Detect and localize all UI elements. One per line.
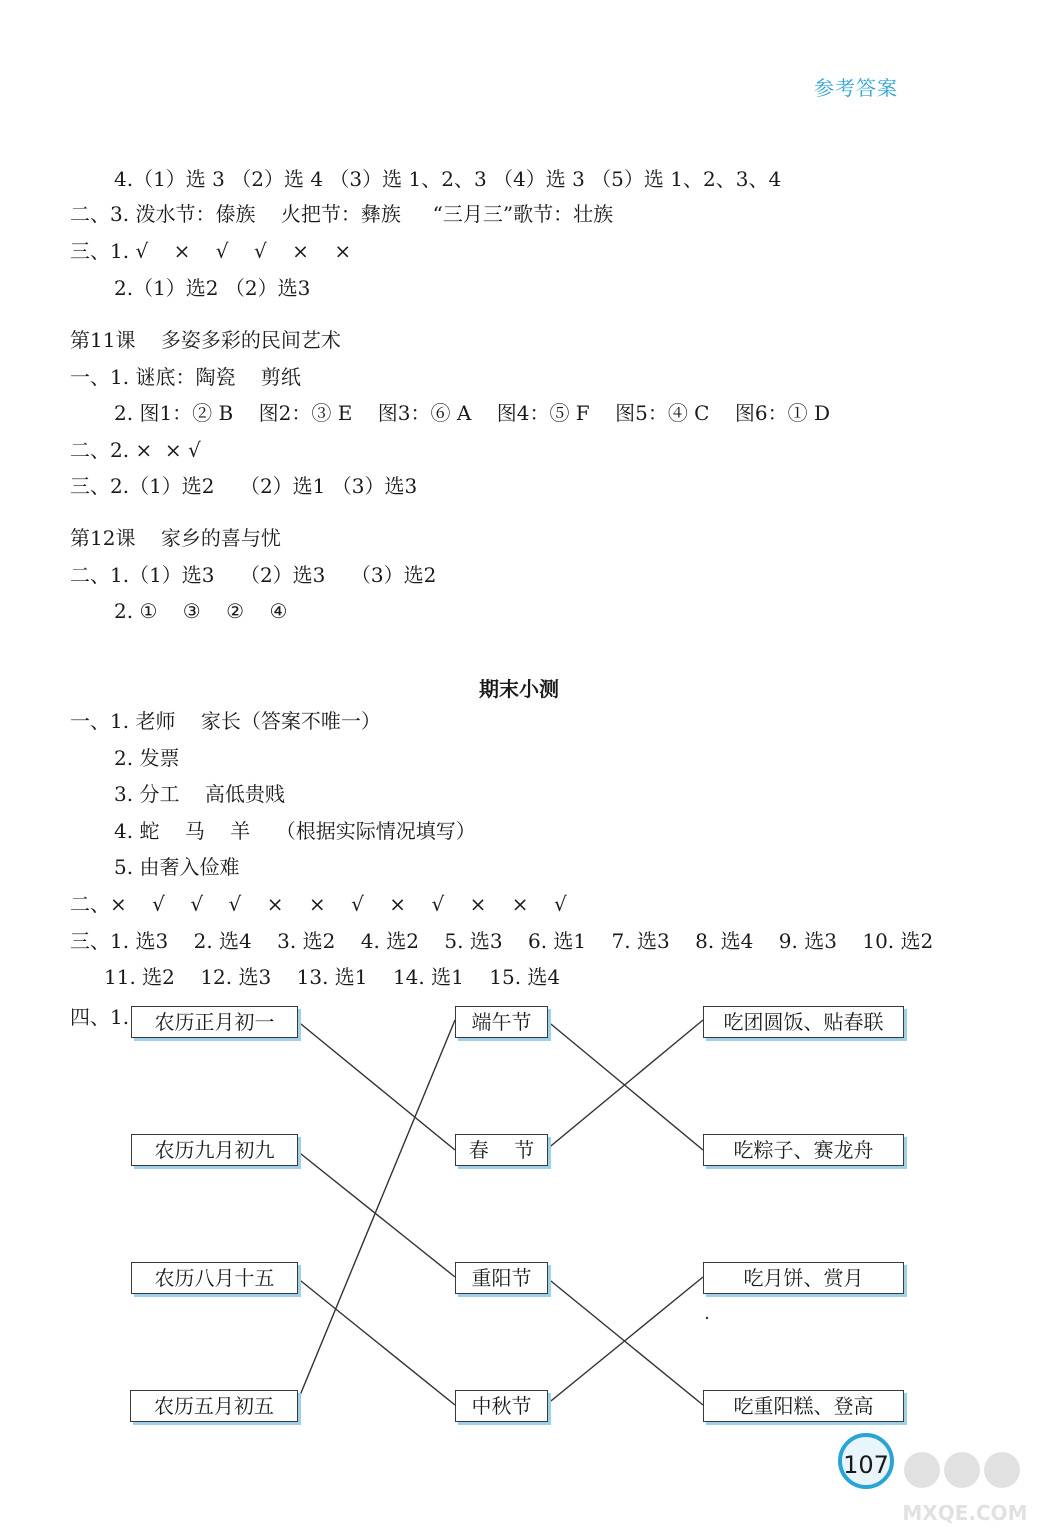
link-line <box>546 1020 703 1150</box>
answer-line: 三、2.（1）选2 （2）选1 （3）选3 <box>70 474 418 498</box>
custom-box: 吃月饼、赏月 <box>703 1262 904 1294</box>
answer-line: 2. ① ③ ② ④ <box>114 599 288 623</box>
date-box: 农历八月十五 <box>131 1262 298 1294</box>
header-tag: 参考答案 <box>814 76 898 100</box>
link-line <box>296 1277 455 1405</box>
matching-label: 四、1. <box>70 1005 130 1029</box>
link-line <box>546 1020 703 1150</box>
answer-line: 二、1.（1）选3 （2）选3 （3）选2 <box>70 563 437 587</box>
festival-box: 中秋节 <box>455 1390 548 1422</box>
svg-text:MXQE.COM: MXQE.COM <box>902 1501 1028 1525</box>
answer-line: 4.（1）选 3 （2）选 4 （3）选 1、2、3 （4）选 3 （5）选 1、2、3、4 <box>114 167 782 191</box>
custom-box: 吃粽子、赛龙舟 <box>703 1134 904 1166</box>
link-line <box>296 1020 455 1150</box>
stray-dot <box>706 1317 708 1319</box>
answer-line: 11. 选2 12. 选3 13. 选1 14. 选1 15. 选4 <box>104 965 561 989</box>
answer-line: 二、3. 泼水节：傣族 火把节：彝族 “三月三”歌节：壮族 <box>70 202 614 226</box>
custom-box: 吃团圆饭、贴春联 <box>703 1006 904 1038</box>
answer-line: 5. 由奢入俭难 <box>114 855 240 879</box>
festival-box: 端午节 <box>455 1006 548 1038</box>
page-number: 107 <box>838 1433 894 1489</box>
link-line <box>546 1277 703 1405</box>
link-line <box>296 1020 455 1405</box>
link-line <box>546 1277 703 1405</box>
answer-line: 一、1. 老师 家长（答案不唯一） <box>70 709 381 733</box>
date-box: 农历正月初一 <box>131 1006 298 1038</box>
section-title: 期末小测 <box>479 677 559 701</box>
answer-line: 2.（1）选2 （2）选3 <box>114 276 311 300</box>
answer-line: 三、1. √ × √ √ × × <box>70 239 352 263</box>
answer-line: 2. 图1：② B 图2：③ E 图3：⑥ A 图4：⑤ F 图5：④ C 图6：① D <box>114 401 831 425</box>
lesson-heading: 第12课 家乡的喜与忧 <box>70 526 281 550</box>
answer-line: 三、1. 选3 2. 选4 3. 选2 4. 选2 5. 选3 6. 选1 7. 选3 8. 选4 9. 选3 10. 选2 <box>70 929 934 953</box>
answer-line: 一、1. 谜底：陶瓷 剪纸 <box>70 365 301 389</box>
lesson-heading: 第11课 多姿多彩的民间艺术 <box>70 328 341 352</box>
date-box: 农历五月初五 <box>130 1390 298 1422</box>
festival-box: 重阳节 <box>455 1262 548 1294</box>
link-line <box>296 1150 455 1277</box>
custom-box: 吃重阳糕、登高 <box>703 1390 904 1422</box>
answer-line: 二、× √ √ √ × × √ × √ × × √ <box>70 892 567 916</box>
answer-line: 4. 蛇 马 羊 （根据实际情况填写） <box>114 819 476 843</box>
date-box: 农历九月初九 <box>131 1134 298 1166</box>
watermark-logo <box>900 1440 1030 1528</box>
answer-line: 2. 发票 <box>114 746 180 770</box>
answer-line: 二、2. × × √ <box>70 438 201 462</box>
answer-line: 3. 分工 高低贵贱 <box>114 782 285 806</box>
festival-box: 春 节 <box>455 1134 548 1166</box>
